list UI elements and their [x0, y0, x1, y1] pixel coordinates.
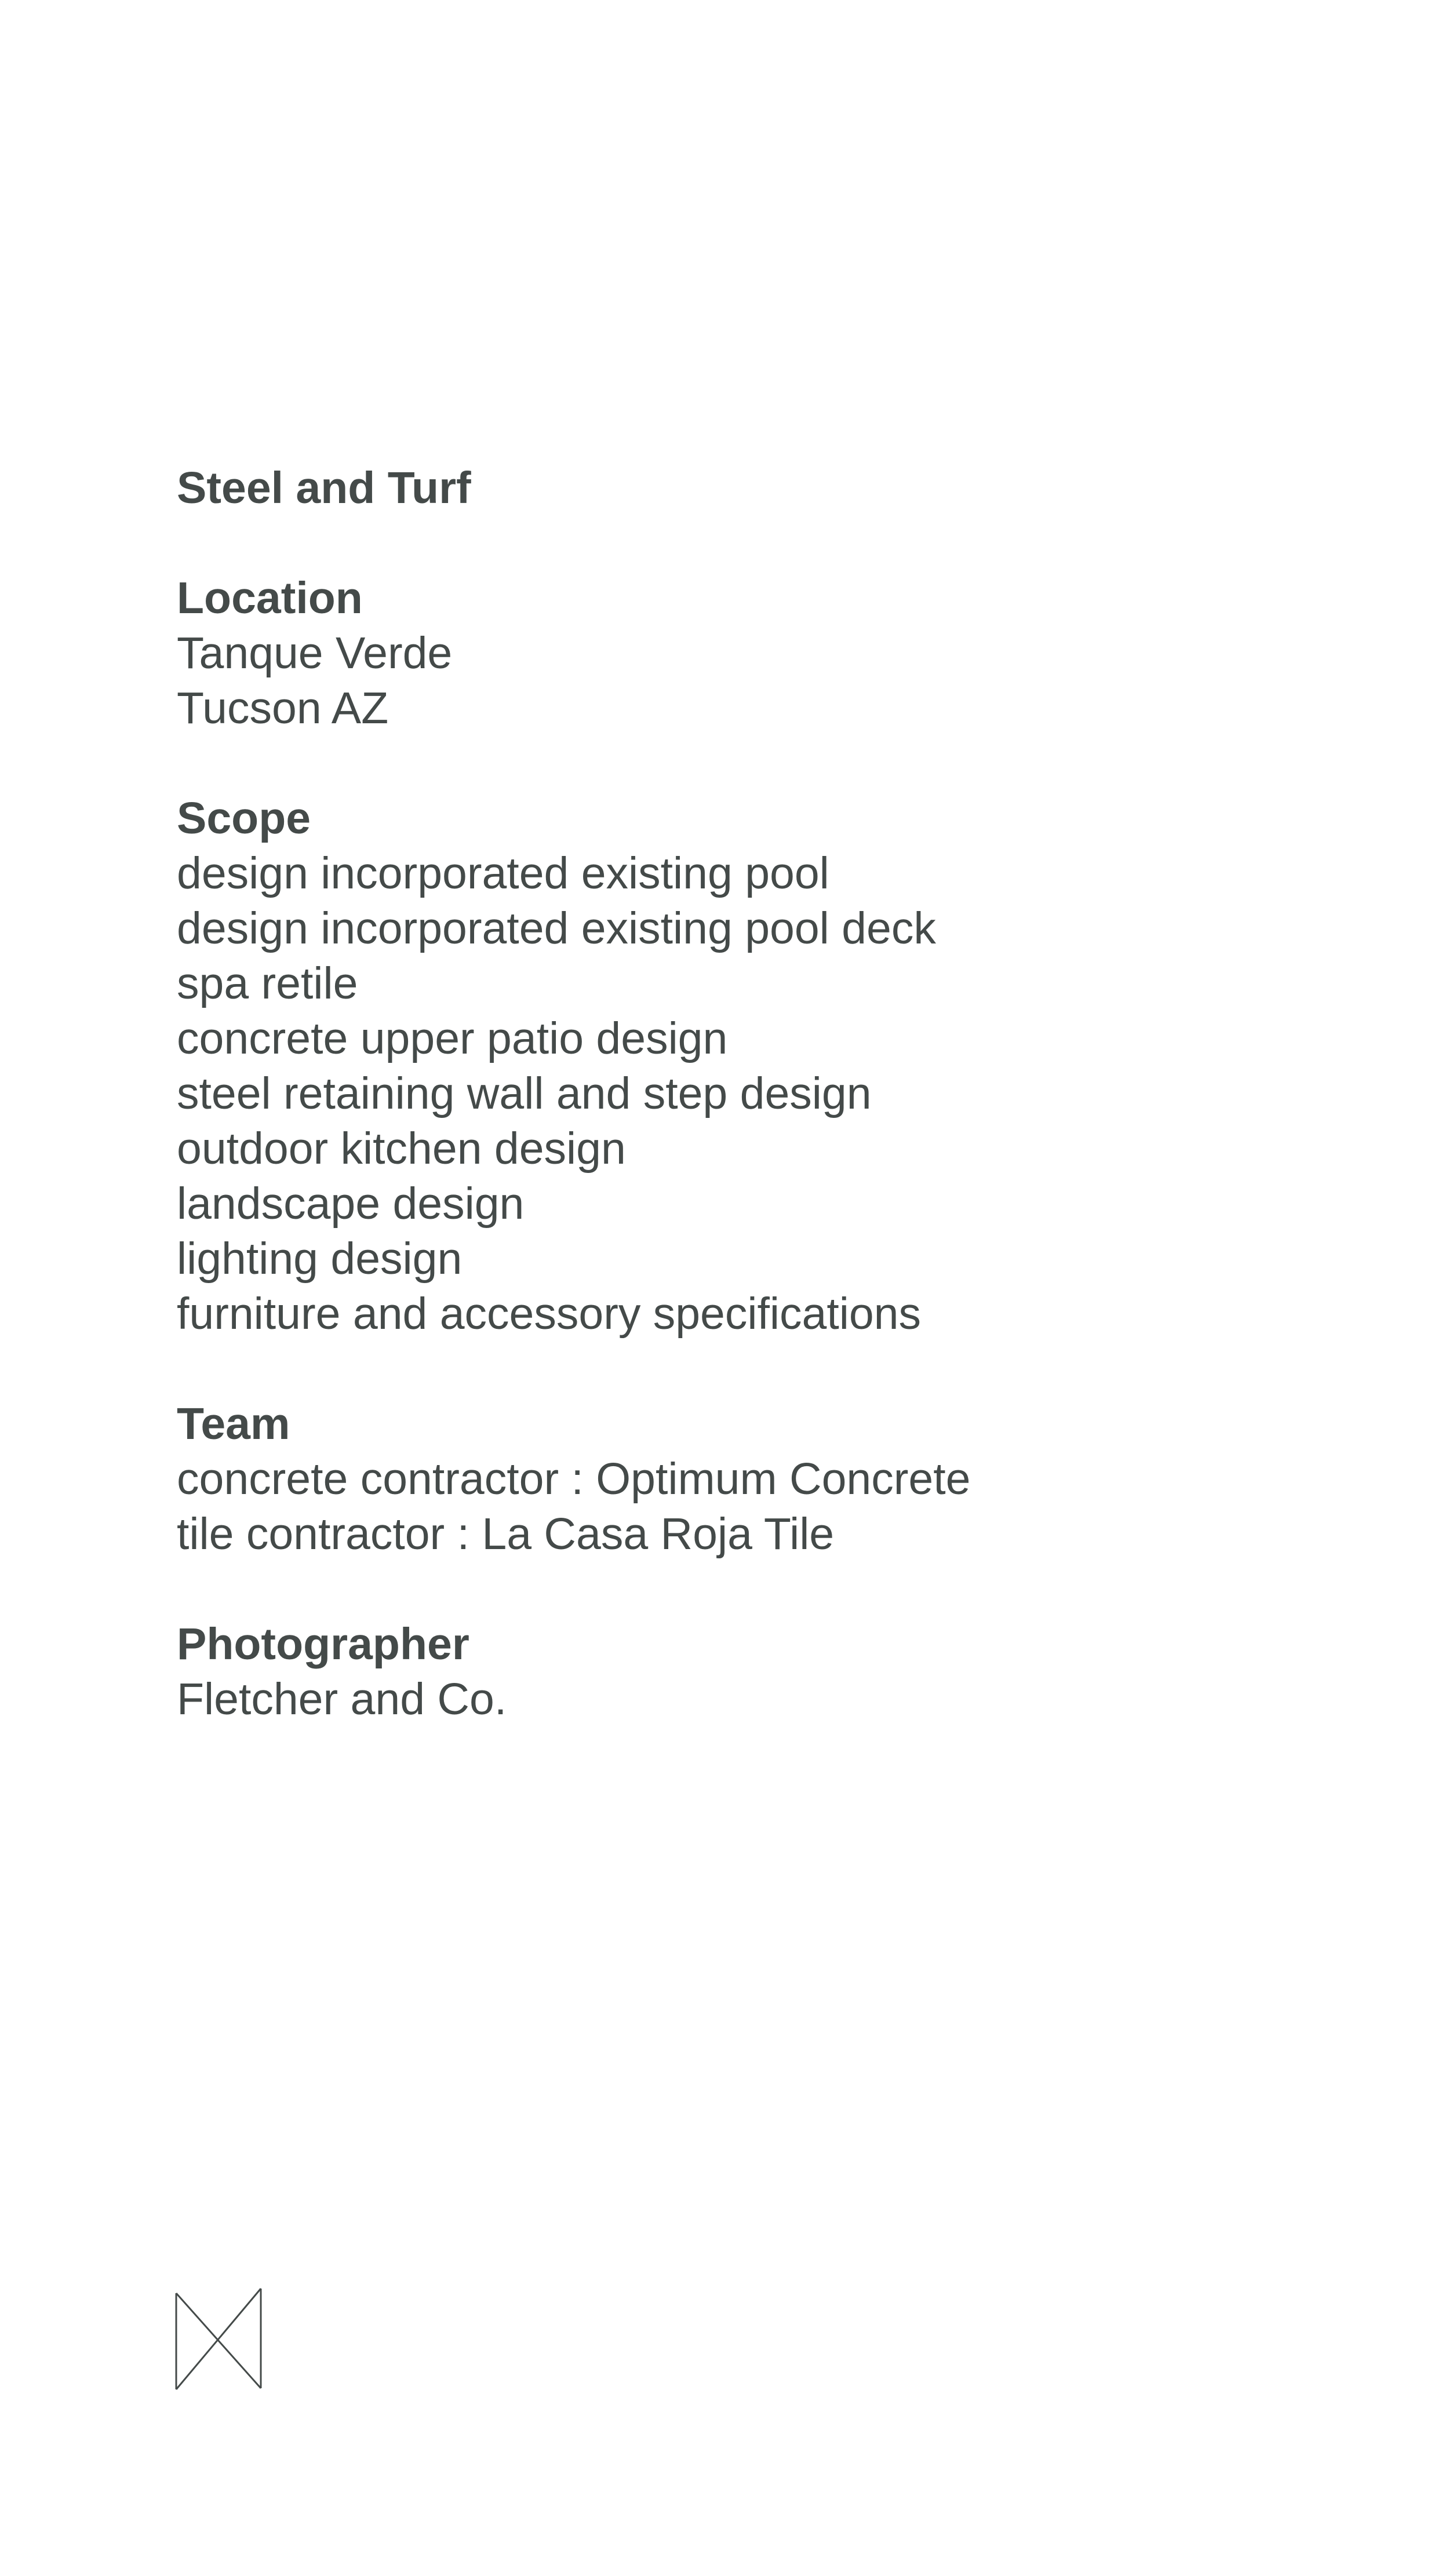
photographer-name: Fletcher and Co. — [177, 1674, 507, 1724]
scope-heading: Scope — [177, 793, 311, 843]
location-line: Tanque Verde — [177, 628, 453, 678]
location-line: Tucson AZ — [177, 683, 389, 733]
monogram-logo-icon — [175, 2286, 262, 2392]
photographer-heading: Photographer — [177, 1619, 469, 1669]
location-section — [177, 571, 1336, 736]
scope-item: landscape design — [177, 1179, 525, 1229]
photographer-section — [177, 1617, 1336, 1727]
page-title: Steel and Turf — [177, 463, 471, 513]
project-info — [177, 461, 1336, 1727]
scope-item: furniture and accessory specifications — [177, 1289, 921, 1339]
team-heading: Team — [177, 1399, 290, 1449]
scope-item: steel retaining wall and step design — [177, 1069, 872, 1118]
scope-item: concrete upper patio design — [177, 1014, 728, 1063]
scope-item: spa retile — [177, 959, 358, 1008]
location-heading: Location — [177, 573, 363, 623]
scope-section — [177, 791, 1336, 1342]
team-member: tile contractor : La Casa Roja Tile — [177, 1509, 835, 1559]
scope-item: design incorporated existing pool — [177, 848, 829, 898]
scope-item: outdoor kitchen design — [177, 1124, 626, 1174]
team-member: concrete contractor : Optimum Concrete — [177, 1454, 971, 1504]
scope-item: lighting design — [177, 1234, 463, 1284]
scope-item: design incorporated existing pool deck — [177, 903, 936, 953]
team-section — [177, 1397, 1336, 1562]
